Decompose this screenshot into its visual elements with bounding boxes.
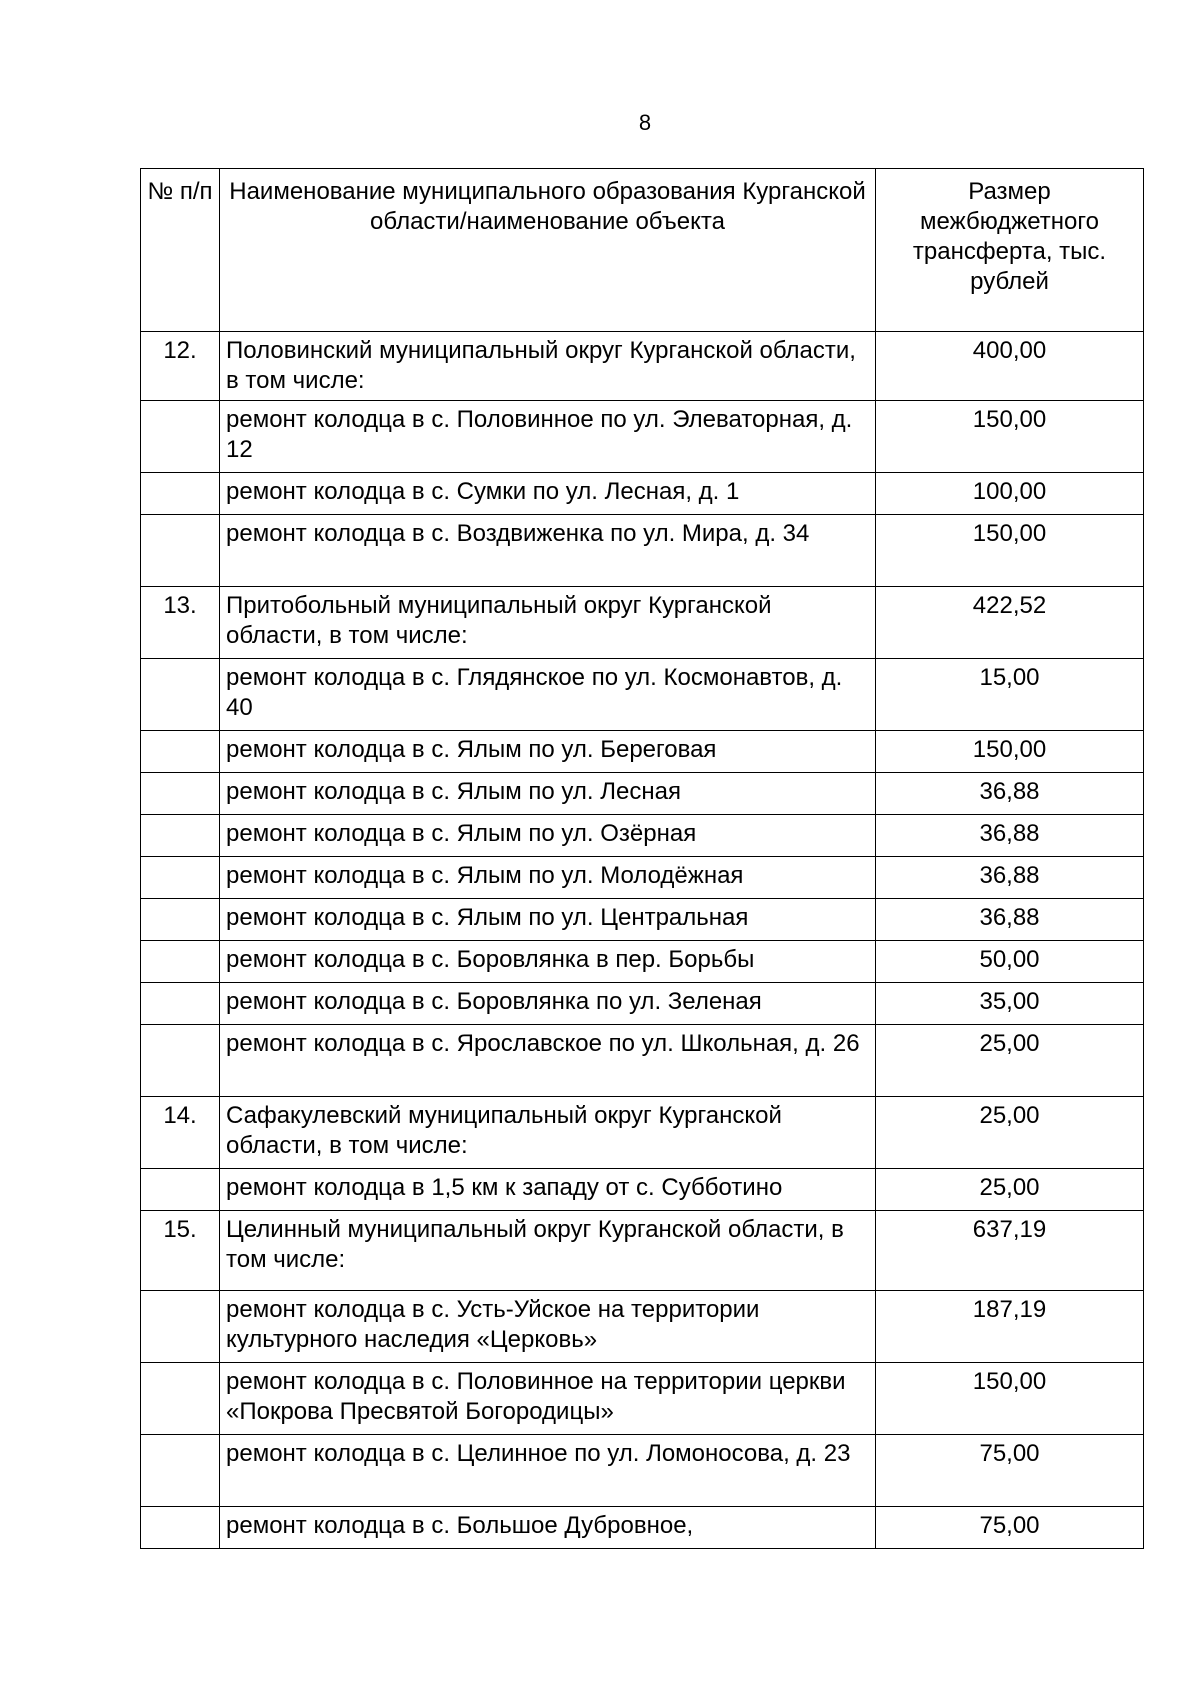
row-number	[141, 1291, 220, 1363]
row-amount: 75,00	[876, 1435, 1144, 1507]
row-number	[141, 515, 220, 587]
row-number	[141, 1025, 220, 1097]
table-row	[141, 983, 1144, 1025]
row-number: 15.	[141, 1211, 220, 1291]
row-amount: 150,00	[876, 515, 1144, 587]
row-amount: 150,00	[876, 401, 1144, 473]
table-row	[141, 1291, 1144, 1363]
table-row	[141, 515, 1144, 587]
transfer-table	[140, 168, 1144, 1549]
table-row	[141, 899, 1144, 941]
row-name: ремонт колодца в с. Половинное на территории церкви «Покрова Пресвятой Богородицы»	[220, 1363, 876, 1435]
row-amount: 150,00	[876, 1363, 1144, 1435]
row-number	[141, 1363, 220, 1435]
row-name: ремонт колодца в с. Ялым по ул. Озёрная	[220, 815, 876, 857]
row-amount: 36,88	[876, 773, 1144, 815]
row-number	[141, 401, 220, 473]
row-name: ремонт колодца в с. Ялым по ул. Лесная	[220, 773, 876, 815]
row-number	[141, 983, 220, 1025]
row-amount: 100,00	[876, 473, 1144, 515]
row-number	[141, 1507, 220, 1549]
row-amount: 150,00	[876, 731, 1144, 773]
row-amount: 50,00	[876, 941, 1144, 983]
table-row	[141, 587, 1144, 659]
row-name: ремонт колодца в с. Боровлянка в пер. Борьбы	[220, 941, 876, 983]
row-amount: 25,00	[876, 1097, 1144, 1169]
table-row	[141, 1025, 1144, 1097]
row-amount: 422,52	[876, 587, 1144, 659]
row-amount: 25,00	[876, 1025, 1144, 1097]
table-row	[141, 1507, 1144, 1549]
row-number: 14.	[141, 1097, 220, 1169]
row-amount: 35,00	[876, 983, 1144, 1025]
row-name: ремонт колодца в с. Сумки по ул. Лесная, д. 1	[220, 473, 876, 515]
table-row	[141, 1211, 1144, 1291]
row-name: ремонт колодца в 1,5 км к западу от с. Субботино	[220, 1169, 876, 1211]
header-name: Наименование муниципального образования Курганской области/наименование объекта	[220, 169, 876, 332]
table-row	[141, 332, 1144, 401]
row-number	[141, 1435, 220, 1507]
row-number	[141, 731, 220, 773]
row-name: ремонт колодца в с. Ярославское по ул. Школьная, д. 26	[220, 1025, 876, 1097]
table-row	[141, 1169, 1144, 1211]
row-amount: 36,88	[876, 899, 1144, 941]
row-amount: 15,00	[876, 659, 1144, 731]
row-amount: 36,88	[876, 815, 1144, 857]
table-row	[141, 659, 1144, 731]
row-name: ремонт колодца в с. Боровлянка по ул. Зеленая	[220, 983, 876, 1025]
row-number	[141, 773, 220, 815]
row-amount: 25,00	[876, 1169, 1144, 1211]
row-name: Сафакулевский муниципальный округ Курганской области, в том числе:	[220, 1097, 876, 1169]
row-number	[141, 941, 220, 983]
table-row	[141, 941, 1144, 983]
table-row	[141, 857, 1144, 899]
row-name: Половинский муниципальный округ Курганской области, в том числе:	[220, 332, 876, 401]
table-row	[141, 731, 1144, 773]
row-number	[141, 473, 220, 515]
row-name: ремонт колодца в с. Целинное по ул. Ломоносова, д. 23	[220, 1435, 876, 1507]
row-name: ремонт колодца в с. Половинное по ул. Элеваторная, д. 12	[220, 401, 876, 473]
row-number: 13.	[141, 587, 220, 659]
table-row	[141, 401, 1144, 473]
row-amount: 400,00	[876, 332, 1144, 401]
row-amount: 187,19	[876, 1291, 1144, 1363]
row-number	[141, 1169, 220, 1211]
row-amount: 75,00	[876, 1507, 1144, 1549]
row-number	[141, 857, 220, 899]
row-name: ремонт колодца в с. Ялым по ул. Береговая	[220, 731, 876, 773]
row-name: ремонт колодца в с. Усть-Уйское на территории культурного наследия «Церковь»	[220, 1291, 876, 1363]
table-row	[141, 815, 1144, 857]
header-amount: Размер межбюджетного трансферта, тыс. рублей	[876, 169, 1144, 332]
row-name: Притобольный муниципальный округ Курганской области, в том числе:	[220, 587, 876, 659]
row-number	[141, 815, 220, 857]
table-row	[141, 1435, 1144, 1507]
row-name: ремонт колодца в с. Ялым по ул. Молодёжная	[220, 857, 876, 899]
row-name: ремонт колодца в с. Глядянское по ул. Космонавтов, д. 40	[220, 659, 876, 731]
page-number: 8	[638, 110, 652, 135]
row-amount: 637,19	[876, 1211, 1144, 1291]
row-number: 12.	[141, 332, 220, 401]
row-name: ремонт колодца в с. Ялым по ул. Центральная	[220, 899, 876, 941]
table-row	[141, 1097, 1144, 1169]
table-row	[141, 473, 1144, 515]
row-name: Целинный муниципальный округ Курганской области, в том числе:	[220, 1211, 876, 1291]
table-row	[141, 1363, 1144, 1435]
row-number	[141, 659, 220, 731]
header-number: № п/п	[141, 169, 220, 332]
table-header-row	[141, 169, 1144, 332]
table-row	[141, 773, 1144, 815]
row-name: ремонт колодца в с. Воздвиженка по ул. Мира, д. 34	[220, 515, 876, 587]
row-name: ремонт колодца в с. Большое Дубровное,	[220, 1507, 876, 1549]
row-number	[141, 899, 220, 941]
row-amount: 36,88	[876, 857, 1144, 899]
